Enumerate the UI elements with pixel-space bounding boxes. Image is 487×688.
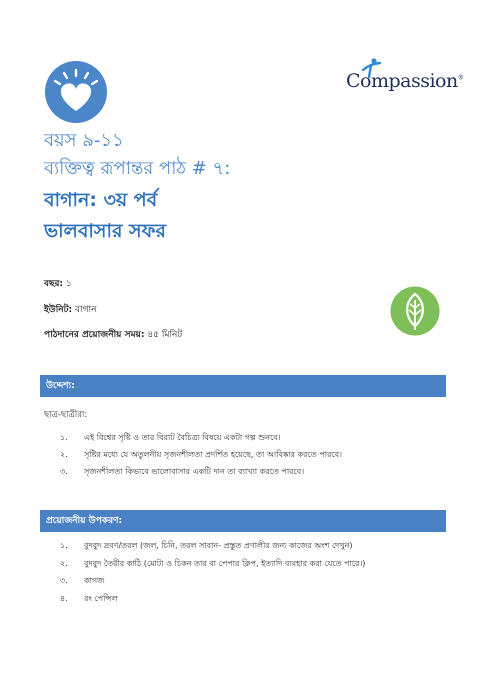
unit-label: ইউনিট: xyxy=(44,305,73,315)
lesson-subtitle: ভালবাসার সফর xyxy=(44,220,166,242)
brand-mark: ® xyxy=(457,74,464,82)
list-item xyxy=(60,575,365,593)
item-text: রং পেন্সিল xyxy=(84,593,118,603)
age-range: বয়স ৯-১১ xyxy=(44,130,124,151)
heart-icon xyxy=(44,60,108,124)
leaf-icon xyxy=(390,286,440,336)
item-number: ২. xyxy=(60,450,68,459)
lesson-title: বাগান: ৩য় পর্ব xyxy=(44,189,158,211)
time-value: ৪৫ মিনিট xyxy=(147,330,183,340)
time-row xyxy=(44,327,182,342)
year-label: বছর: xyxy=(44,279,64,289)
brand-name: Compassion xyxy=(346,70,458,92)
item-text: সৃষ্টির মধ্যে যে অতুলনীয় সৃজনশীলতা প্রদর্শিত হয়েছে, তা আবিষ্কার করতে পারবে। xyxy=(84,450,342,459)
year-row xyxy=(44,276,72,291)
item-text: এই বিশ্বের সৃষ্টি ও তার বিরাট বৈচিত্র্য বিষয়ে একটা গল্প শুনবে। xyxy=(84,433,281,442)
objectives-header: উদ্দেশ্য: xyxy=(40,375,446,397)
item-text: বুদবুদ দ্রবণ/তরল (জল, চিনি, তরল সাবান- প্রস্তুত প্রণালীর জন্য কাজের অংশ দেখুন) xyxy=(84,541,353,550)
unit-row xyxy=(44,302,97,317)
list-item xyxy=(60,593,365,611)
list-item xyxy=(60,432,342,449)
list-item xyxy=(60,449,342,466)
lesson-series: ব্যক্তিত্ব রূপান্তর পাঠ # ৭: xyxy=(44,158,231,179)
item-number: ২. xyxy=(60,558,68,568)
list-item xyxy=(60,466,342,483)
time-label: পাঠদানের প্রয়োজনীয় সময়: xyxy=(44,330,145,340)
item-number: ৪. xyxy=(60,593,68,603)
objectives-intro: ছাত্র-ছাত্রীরা: xyxy=(44,410,88,420)
list-item xyxy=(60,540,365,558)
item-text: সৃজনশীলতা কিভাবে ভালোবাসার একটি দান তা ব্যাখ্যা করতে পারবে। xyxy=(84,467,305,476)
year-value: ১ xyxy=(65,279,72,289)
materials-header: প্রয়োজনীয় উপকরণ: xyxy=(40,510,446,532)
item-text: বুদবুদ তৈরীর কাঠি (মোটা ও চিকন তার বা পেপার ক্লিপ, ইত্যাদি ব্যবহার করা যেতে পারে।) xyxy=(84,558,366,568)
item-number: ১. xyxy=(60,541,68,550)
materials-list xyxy=(60,540,365,610)
objectives-list xyxy=(60,432,342,483)
item-text: কাগজ xyxy=(84,576,105,585)
list-item xyxy=(60,558,365,576)
unit-value: বাগান xyxy=(75,305,97,315)
compassion-logo xyxy=(346,58,464,98)
item-number: ৩. xyxy=(60,576,68,585)
item-number: ১. xyxy=(60,433,68,442)
item-number: ৩. xyxy=(60,467,68,476)
